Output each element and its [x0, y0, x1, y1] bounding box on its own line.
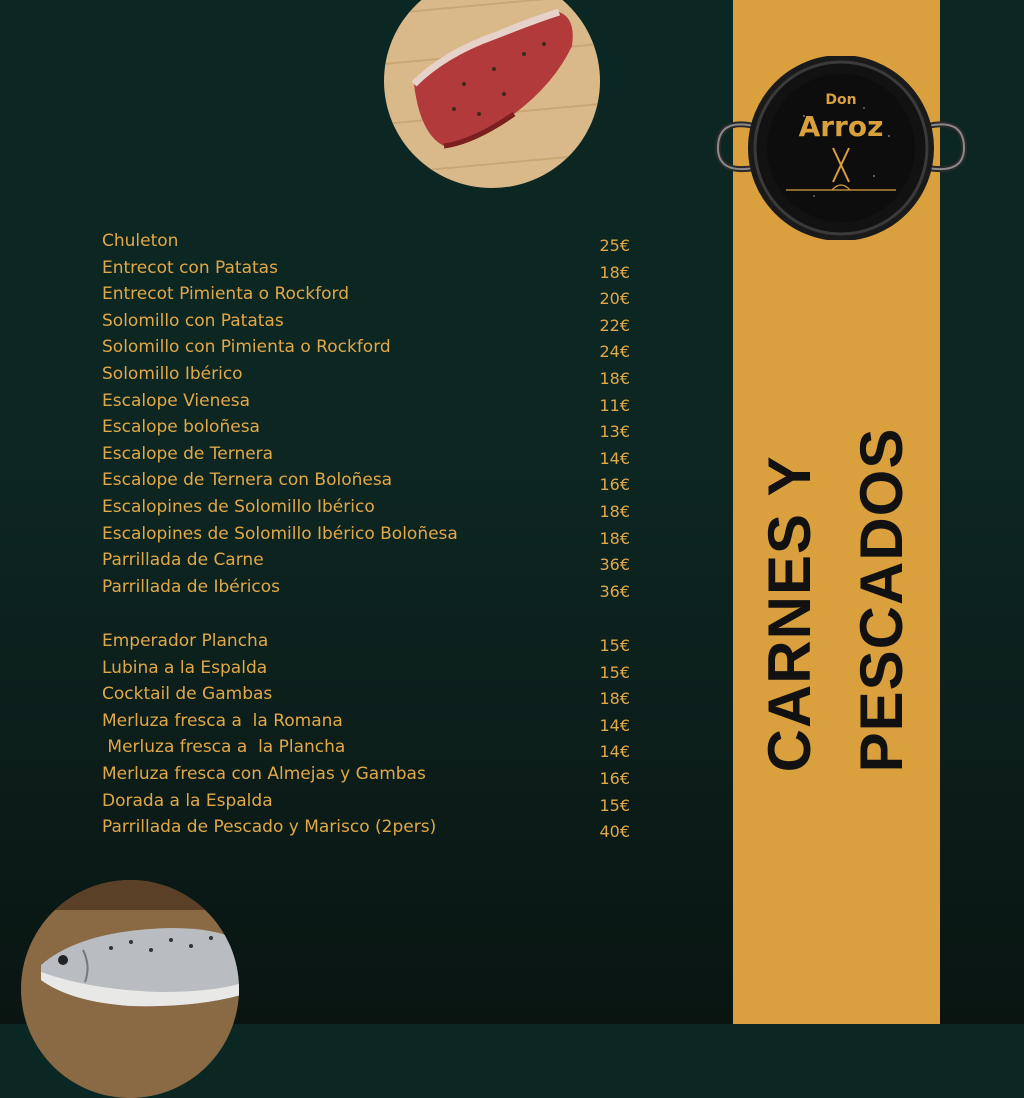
menu-item-price: 16€	[599, 768, 630, 788]
menu-item	[102, 468, 632, 495]
logo-text-don: Don	[825, 92, 857, 108]
menu-item-price: 15€	[599, 795, 630, 815]
menu-item-name: Parrillada de Ibéricos	[102, 576, 281, 597]
menu-item-name: Escalopines de Solomillo Ibérico	[102, 496, 375, 517]
menu-item-name: Solomillo Ibérico	[102, 363, 243, 384]
menu-item-price: 18€	[599, 689, 630, 709]
menu-item-price: 18€	[599, 368, 630, 388]
menu-item	[102, 735, 632, 762]
logo-text-arroz: Arroz	[798, 110, 884, 143]
menu-item	[102, 815, 632, 842]
section-title-line2: PESCADOS	[848, 427, 915, 773]
fish-photo-icon	[21, 880, 239, 1098]
menu-item-name: Entrecot Pimienta o Rockford	[102, 284, 349, 305]
menu-item-price: 11€	[599, 395, 630, 415]
menu-item-price: 20€	[599, 289, 630, 309]
meat-menu-list	[102, 229, 632, 601]
menu-item	[102, 522, 632, 549]
menu-item-price: 13€	[599, 422, 630, 442]
menu-item	[102, 362, 632, 389]
menu-item-price: 25€	[599, 236, 630, 255]
menu-item-name: Parrillada de Pescado y Marisco (2pers)	[102, 817, 437, 838]
menu-item-name: Chuleton	[102, 231, 179, 251]
menu-item-name: Merluza fresca con Almejas y Gambas	[102, 763, 426, 784]
menu-item	[102, 389, 632, 416]
menu-item	[102, 335, 632, 362]
menu-item-price: 22€	[599, 315, 630, 335]
menu-item-name: Emperador Plancha	[102, 631, 269, 651]
menu-item	[102, 415, 632, 442]
menu-item-price: 36€	[599, 581, 630, 601]
menu-item-name: Parrillada de Carne	[102, 550, 264, 571]
menu-item-price: 15€	[599, 662, 630, 682]
menu-item-name: Escalope de Ternera	[102, 443, 274, 464]
menu-item-name: Entrecot con Patatas	[102, 257, 278, 278]
menu-item-name: Escalope boloñesa	[102, 417, 260, 438]
menu-item	[102, 575, 632, 602]
fish-menu-list	[102, 629, 632, 842]
menu-item-name: Solomillo con Pimienta o Rockford	[102, 337, 391, 358]
menu-item	[102, 229, 632, 256]
menu-item-price: 15€	[599, 636, 630, 655]
menu-item-price: 14€	[599, 715, 630, 735]
section-title-line1: CARNES Y	[756, 455, 823, 773]
menu-item	[102, 682, 632, 709]
menu-item	[102, 709, 632, 736]
menu-item	[102, 282, 632, 309]
menu-item	[102, 629, 632, 656]
menu-item-price: 18€	[599, 528, 630, 548]
menu-item-price: 18€	[599, 501, 630, 521]
menu-item-price: 24€	[599, 342, 630, 362]
menu-item	[102, 495, 632, 522]
menu-item-name: Merluza fresca a la Plancha	[102, 737, 346, 758]
menu-item-price: 18€	[599, 262, 630, 282]
menu-item-name: Escalope de Ternera con Boloñesa	[102, 470, 393, 491]
steak-photo-icon	[384, 0, 600, 188]
menu-item	[102, 309, 632, 336]
menu-item-price: 14€	[599, 742, 630, 762]
menu-item-price: 16€	[599, 475, 630, 495]
menu-item-name: Escalopines de Solomillo Ibérico Boloñesa	[102, 523, 458, 544]
menu-item-price: 40€	[599, 822, 630, 842]
steak-photo	[384, 0, 600, 188]
menu-item	[102, 789, 632, 816]
menu-item	[102, 442, 632, 469]
menu-item-price: 36€	[599, 555, 630, 575]
menu-item-name: Escalope Vienesa	[102, 390, 251, 411]
fish-photo	[21, 880, 239, 1098]
logo-paella-pan-icon	[714, 56, 968, 240]
menu-item-name: Merluza fresca a la Romana	[102, 710, 343, 731]
menu-item-name: Lubina a la Espalda	[102, 657, 268, 678]
menu-item-name: Solomillo con Patatas	[102, 310, 284, 331]
menu-item-price: 14€	[599, 448, 630, 468]
menu-item	[102, 256, 632, 283]
menu-item	[102, 548, 632, 575]
menu-item	[102, 656, 632, 683]
menu-item-name: Cocktail de Gambas	[102, 684, 273, 705]
menu-item	[102, 762, 632, 789]
menu-item-name: Dorada a la Espalda	[102, 790, 273, 811]
